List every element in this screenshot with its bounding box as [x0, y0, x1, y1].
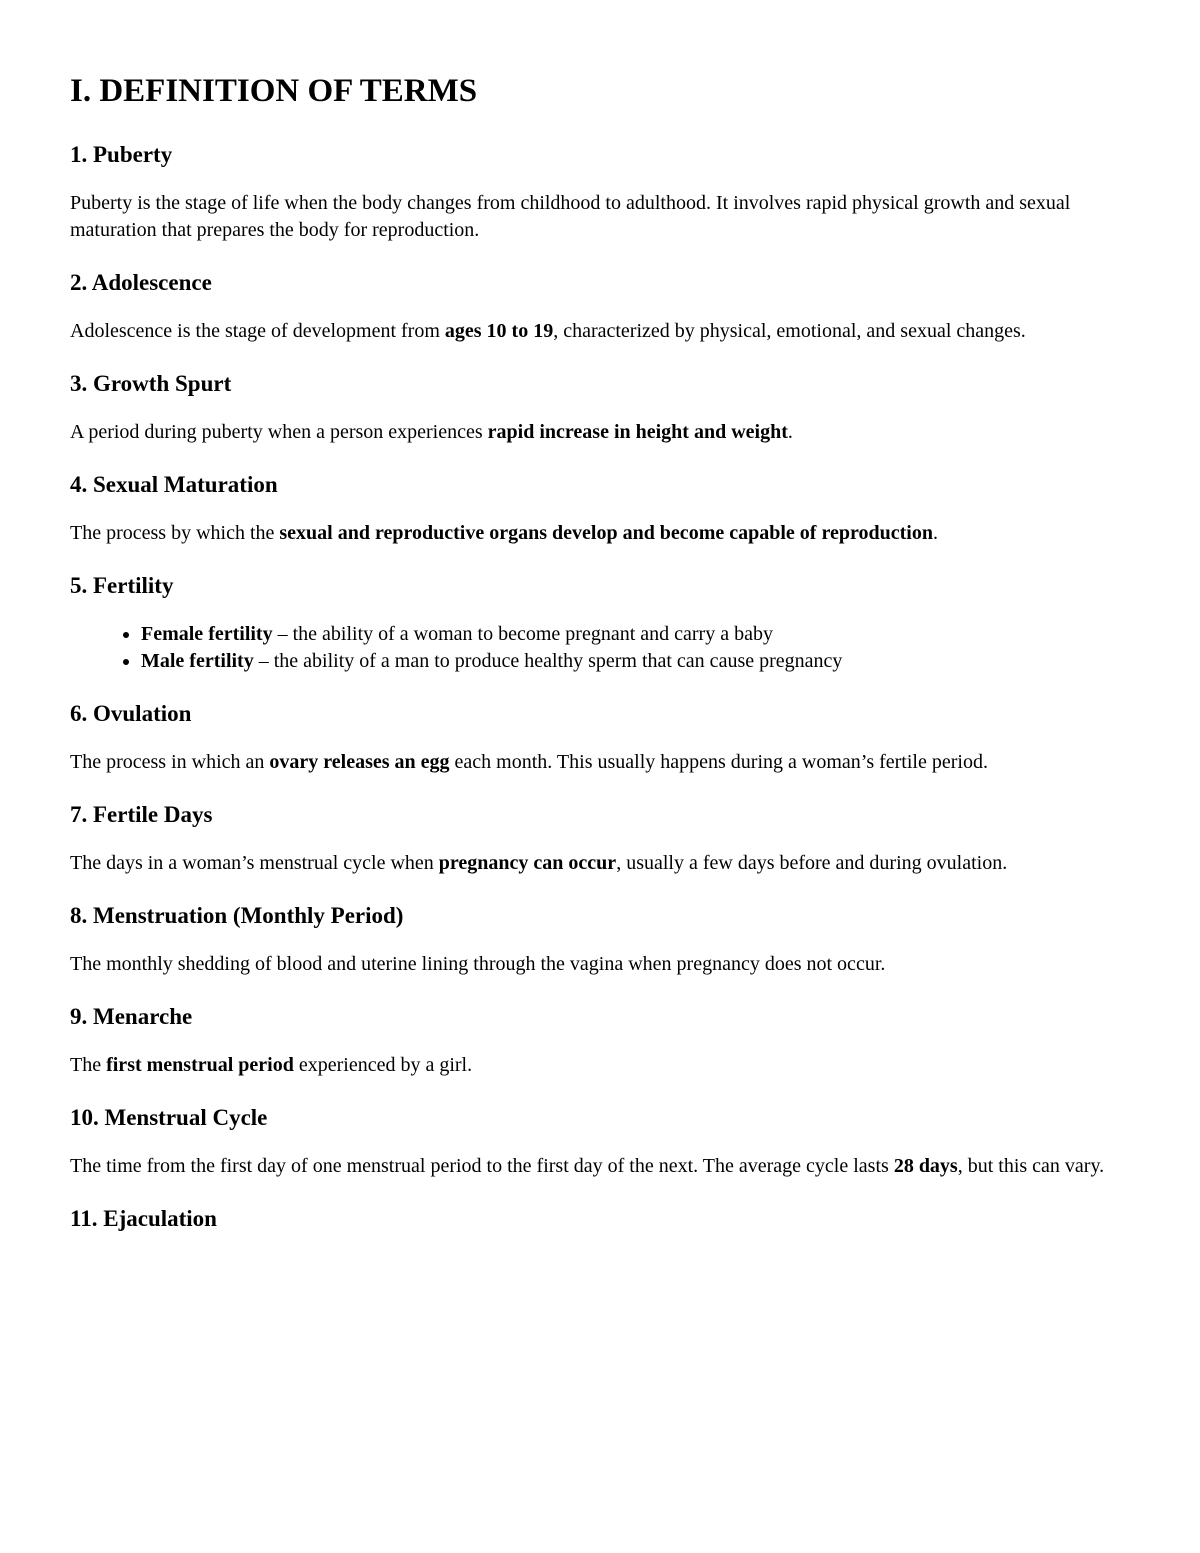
- term-heading: 2. Adolescence: [70, 270, 212, 295]
- term-definition: [70, 520, 1140, 547]
- term-heading: 1. Puberty: [70, 142, 173, 167]
- list-item: [141, 648, 1140, 675]
- definition-text: , usually a few days before and during ovulation.: [616, 852, 1008, 874]
- document-page: [70, 68, 1140, 1254]
- definition-text: Adolescence is the stage of development from: [70, 320, 445, 342]
- definition-emphasis: rapid increase in height and weight: [487, 421, 788, 443]
- list-item-term: Male fertility: [141, 650, 254, 672]
- term-definition: [70, 419, 1140, 446]
- term-definition: [70, 318, 1140, 345]
- definition-emphasis: ovary releases an egg: [269, 751, 450, 773]
- definition-text: , characterized by physical, emotional, and sexual changes.: [553, 320, 1026, 342]
- term-ejaculation: [70, 1204, 1140, 1234]
- term-definition: [70, 850, 1140, 877]
- term-heading: 10. Menstrual Cycle: [70, 1105, 268, 1130]
- definition-emphasis: 28 days: [893, 1155, 958, 1177]
- term-puberty: [70, 140, 1140, 244]
- definition-text: .: [932, 522, 938, 544]
- definition-text: The process in which an: [70, 751, 270, 773]
- term-fertility: [70, 571, 1140, 675]
- page-title: I. DEFINITION OF TERMS: [70, 73, 478, 109]
- list-item: [141, 621, 1140, 648]
- term-definition: Puberty is the stage of life when the body changes from childhood to adulthood. It involves rapid physical growth and sexual maturation that prepares the body for reproduction.: [70, 192, 1071, 241]
- definition-text: , but this can vary.: [957, 1155, 1105, 1177]
- definition-emphasis: first menstrual period: [106, 1054, 294, 1076]
- definition-text: each month. This usually happens during a woman’s fertile period.: [449, 751, 988, 773]
- definition-text: .: [787, 421, 793, 443]
- term-heading: 8. Menstruation (Monthly Period): [70, 903, 404, 928]
- definition-text: A period during puberty when a person experiences: [70, 421, 488, 443]
- term-fertile-days: [70, 800, 1140, 877]
- term-heading: 4. Sexual Maturation: [70, 472, 278, 497]
- term-definition: [70, 1153, 1140, 1180]
- definition-text: experienced by a girl.: [293, 1054, 473, 1076]
- definition-text: The days in a woman’s menstrual cycle when: [70, 852, 439, 874]
- list-item-text: – the ability of a woman to become pregnant and carry a baby: [272, 623, 773, 645]
- definition-emphasis: sexual and reproductive organs develop and become capable of reproduction: [279, 522, 933, 544]
- definition-emphasis: pregnancy can occur: [438, 852, 617, 874]
- fertility-list: [70, 621, 1140, 675]
- term-heading: 11. Ejaculation: [70, 1206, 217, 1231]
- term-menstrual-cycle: [70, 1103, 1140, 1180]
- list-item-term: Female fertility: [141, 623, 273, 645]
- term-heading: 7. Fertile Days: [70, 802, 213, 827]
- definition-emphasis: ages 10 to 19: [444, 320, 554, 342]
- list-item-text: – the ability of a man to produce healthy sperm that can cause pregnancy: [253, 650, 843, 672]
- term-growth-spurt: [70, 369, 1140, 446]
- term-menarche: [70, 1002, 1140, 1079]
- term-heading: 6. Ovulation: [70, 701, 192, 726]
- term-heading: 3. Growth Spurt: [70, 371, 232, 396]
- term-ovulation: [70, 699, 1140, 776]
- term-adolescence: [70, 268, 1140, 345]
- term-definition: [70, 1052, 1140, 1079]
- definition-text: The: [70, 1054, 107, 1076]
- term-definition: [70, 749, 1140, 776]
- definition-text: The process by which the: [70, 522, 280, 544]
- term-heading: 5. Fertility: [70, 573, 174, 598]
- term-menstruation: [70, 901, 1140, 978]
- term-sexual-maturation: [70, 470, 1140, 547]
- definition-text: The time from the first day of one menstrual period to the first day of the next. The average cycle lasts: [70, 1155, 894, 1177]
- term-heading: 9. Menarche: [70, 1004, 193, 1029]
- term-definition: The monthly shedding of blood and uterine lining through the vagina when pregnancy does not occur.: [70, 953, 886, 975]
